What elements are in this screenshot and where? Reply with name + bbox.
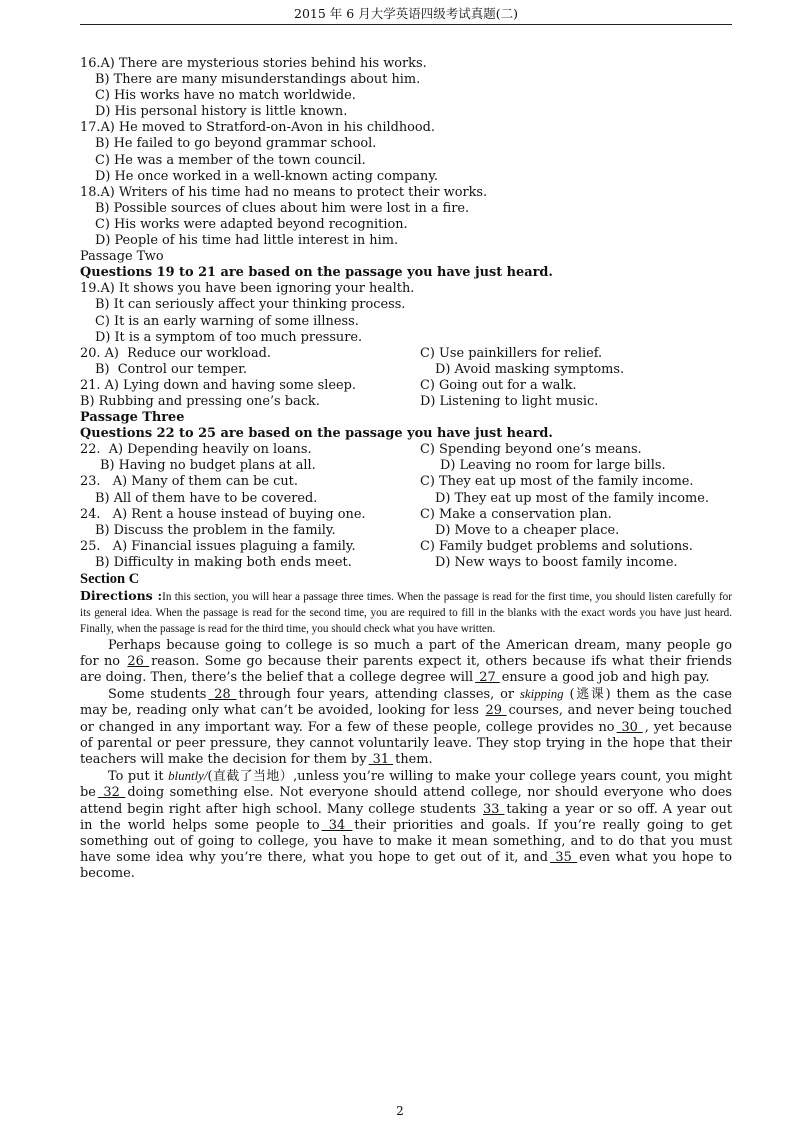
directions-label: Directions : (80, 588, 163, 603)
p2-text-6: them. (395, 752, 433, 768)
p3-text-5: their priorities and goals. If you’re really going to get something out of going to college, you have to make it mean something, and to do that you must have some idea why you’re there, what you hope to get out of it, and (80, 817, 732, 866)
q21-option-d: D) Listening to light music. (420, 393, 599, 409)
q18-option-d: D) People of his time had little interest in him. (95, 233, 399, 249)
q16-option-a: 16.A) There are mysterious stories behind his works. (80, 56, 427, 71)
q22-row-1 (80, 442, 732, 458)
passage-two-title: Passage Two (80, 249, 164, 265)
p2-text-1: Some students (108, 687, 207, 703)
q22-option-a: 22. A) Depending heavily on loans. (80, 442, 312, 458)
p3-text-1: To put it (108, 769, 169, 785)
q22-option-d: D) Leaving no room for large bills. (440, 458, 666, 474)
passage-paragraph-1 (80, 638, 732, 687)
q18-option-c: C) His works were adapted beyond recognition. (95, 216, 408, 232)
p2-text-5: , yet because of parental or peer pressure, they cannot voluntarily leave. They stop trying in the hope that their teachers will make the decision for them by (80, 719, 732, 768)
q21-option-b: B) Rubbing and pressing one’s back. (80, 393, 320, 409)
q21-row-2 (80, 394, 732, 410)
q22-option-c: C) Spending beyond one’s means. (420, 442, 642, 458)
q24-row-1 (80, 507, 732, 523)
blank-31: 31 (368, 752, 394, 768)
q25-option-b: B) Difficulty in making both ends meet. (95, 554, 352, 570)
p3-text-3: doing something else. Not everyone should attend college, nor should everyone who does attend begin right after high school. Many college students (80, 785, 732, 817)
q17-option-d: D) He once worked in a well-known acting company. (95, 168, 439, 184)
q23-row-2 (80, 491, 732, 507)
p3-text-4: taking a year or so off. A year out in the world helps some people to (80, 801, 733, 833)
q16-option-c: C) His works have no match worldwide. (95, 88, 356, 104)
p2-text-4: courses, and never being touched or changed in any important way. For a few of these people, college provides no (80, 703, 732, 735)
q25-row-2 (80, 555, 732, 571)
blank-28: 28 (208, 687, 237, 703)
q21-row-1 (80, 378, 732, 394)
blank-34: 34 (321, 817, 353, 833)
blank-26: 26 (127, 653, 150, 669)
q20-option-d: D) Avoid masking symptoms. (435, 361, 625, 377)
blank-29: 29 (485, 703, 507, 719)
q25-option-c: C) Family budget problems and solutions. (420, 538, 693, 554)
q17-option-a: 17.A) He moved to Stratford-on-Avon in his childhood. (80, 120, 436, 136)
page-number: 2 (396, 1104, 404, 1118)
section-c-title: Section C (80, 571, 140, 587)
p2-text-3: them as the case may be, reading only what can’t be avoided, looking for less (80, 687, 732, 719)
bluntly-gloss: (直截了当地） (207, 769, 294, 785)
q20-option-b: B) Control our temper. (95, 361, 248, 377)
p3-text-2: ,unless you’re willing to make your college years count, you might be (80, 769, 732, 801)
p1-text-2: reason. Some go because their parents expect it, others because ifs what their friends are doing. Then, there’s the belief that a college degree will (80, 653, 732, 686)
page-header: 2015 年 6 月大学英语四级考试真题(二) (80, 4, 732, 25)
p3-text-6: even what you hope to become. (80, 850, 732, 882)
blank-33: 33 (483, 801, 505, 817)
q21-option-a: 21. A) Lying down and having some sleep. (80, 377, 356, 393)
q18-option-b: B) Possible sources of clues about him were lost in a fire. (95, 200, 470, 216)
q25-row-1 (80, 539, 732, 555)
q24-option-a: 24. A) Rent a house instead of buying one. (80, 506, 366, 522)
q21-option-c: C) Going out for a walk. (420, 377, 577, 393)
page-content (80, 56, 732, 883)
word-skipping: skipping (519, 687, 564, 702)
q23-row-1 (80, 474, 732, 490)
q23-option-c: C) They eat up most of the family income. (420, 474, 694, 490)
q17-option-b: B) He failed to go beyond grammar school. (95, 136, 377, 152)
passage-two-instruction: Questions 19 to 21 are based on the passage you have just heard. (80, 265, 553, 281)
passage-three-instruction: Questions 22 to 25 are based on the passage you have just heard. (80, 426, 553, 442)
p2-text-2: through four years, attending classes, or (238, 687, 520, 703)
q20-row-2 (80, 362, 732, 378)
q16-option-d: D) His personal history is little known. (95, 104, 348, 120)
blank-35: 35 (549, 850, 578, 866)
q17-option-c: C) He was a member of the town council. (95, 152, 366, 168)
q23-option-b: B) All of them have to be covered. (95, 490, 318, 506)
q23-option-a: 23. A) Many of them can be cut. (80, 474, 298, 490)
word-bluntly: bluntly/ (168, 769, 208, 784)
q24-row-2 (80, 523, 732, 539)
q22-option-b: B) Having no budget plans at all. (100, 458, 316, 474)
q16-option-b: B) There are many misunderstandings about him. (95, 72, 421, 88)
q25-option-d: D) New ways to boost family income. (435, 554, 678, 570)
passage-paragraph-3 (80, 768, 732, 882)
q24-option-c: C) Make a conservation plan. (420, 506, 612, 522)
q19-option-b: B) It can seriously affect your thinking process. (95, 297, 406, 313)
passage-paragraph-2 (80, 686, 732, 768)
q24-option-b: B) Discuss the problem in the family. (95, 522, 336, 538)
passage-three-title: Passage Three (80, 410, 185, 426)
section-c-directions (80, 588, 732, 638)
q19-option-d: D) It is a symptom of too much pressure. (95, 329, 363, 345)
blank-30: 30 (616, 719, 643, 735)
blank-32: 32 (97, 785, 126, 801)
q20-row-1 (80, 346, 732, 362)
q18-option-a: 18.A) Writers of his time had no means to protect their works. (80, 184, 488, 200)
q19-option-a: 19.A) It shows you have been ignoring your health. (80, 281, 415, 297)
p1-text-3: ensure a good job and high pay. (501, 670, 710, 686)
q22-row-2 (80, 458, 732, 474)
q23-option-d: D) They eat up most of the family income. (435, 490, 709, 506)
q24-option-d: D) Move to a cheaper place. (435, 522, 620, 538)
p1-text-1: Perhaps because going to college is so much a part of the American dream, many people go for no (80, 637, 732, 669)
q25-option-a: 25. A) Financial issues plaguing a family. (80, 538, 356, 554)
q20-option-c: C) Use painkillers for relief. (420, 345, 603, 361)
q19-option-c: C) It is an early warning of some illness. (95, 313, 359, 329)
skipping-gloss: (逃课) (563, 687, 617, 703)
blank-27: 27 (475, 670, 500, 686)
directions-text: In this section, you will hear a passage three times. When the passage is read for the first time, you should listen carefully for its general idea. When the passage is read for the second time, you are required to fill in the blanks with the exact words you have just heard. Finally, when the passage is read for the third time, you should check what you have written. (80, 591, 732, 636)
q20-option-a: 20. A) Reduce our workload. (80, 345, 271, 361)
